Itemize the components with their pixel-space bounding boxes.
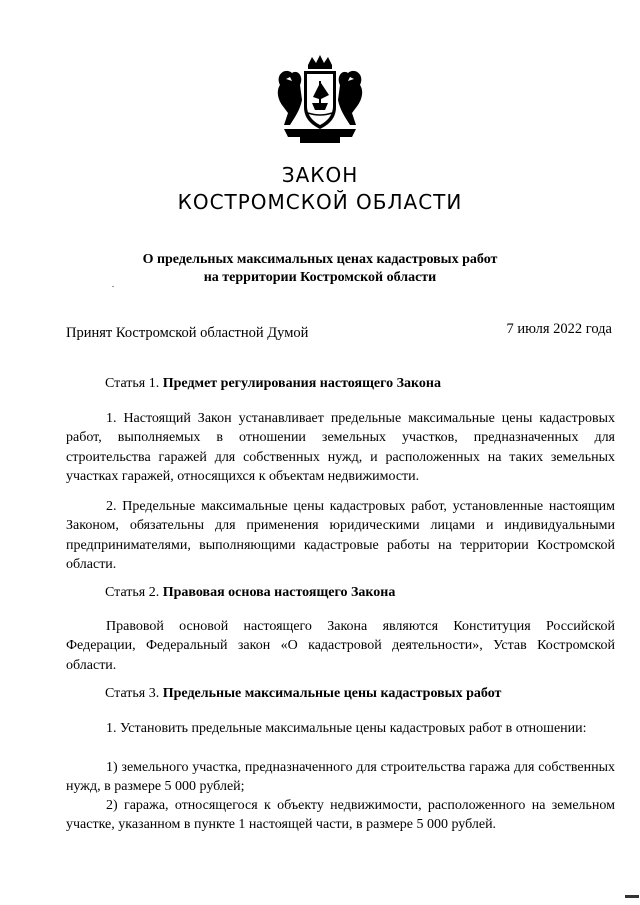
subtitle-line2: на территории Костромской области <box>203 270 437 285</box>
law-title-line1: ЗАКОН <box>281 163 359 187</box>
subtitle-line1: О предельных максимальных ценах кадастровых работ <box>142 252 498 267</box>
article-1-paragraph-1: 1. Настоящий Закон устанавливает предельные максимальные цены кадастровых работ, выполняемых в отношении земельных участков, предназначенных для строительства гаражей для собственных нужд, и расположенных на таких земельных участках гаражей, относящихся к объектам недвижимости. <box>66 411 615 484</box>
article-number: Статья 2. <box>105 585 160 600</box>
article-2-heading <box>105 585 395 601</box>
article-1-heading <box>105 376 441 392</box>
law-subtitle <box>0 251 640 287</box>
scan-artifact <box>625 895 639 898</box>
adoption-date: 7 июля 2022 года <box>506 321 612 337</box>
article-3-heading <box>105 686 501 702</box>
article-2-paragraph-1: Правовой основой настоящего Закона являются Конституция Российской Федерации, Федеральный закон «О кадастровой деятельности», Устав Костромской области. <box>66 619 615 673</box>
article-title: Предмет регулирования настоящего Закона <box>162 376 441 391</box>
article-number: Статья 1. <box>105 376 160 391</box>
article-number: Статья 3. <box>105 686 160 701</box>
coat-of-arms-emblem <box>270 55 370 145</box>
article-3-item-1: 1) земельного участка, предназначенного для строительства гаража для собственных нужд, в размере 5 000 рублей; <box>66 760 615 795</box>
law-title-line2: КОСТРОМСКОЙ ОБЛАСТИ <box>177 190 463 214</box>
scan-mark <box>112 286 114 287</box>
adopted-by: Принят Костромской областной Думой <box>66 325 309 341</box>
article-3-paragraph-1: 1. Установить предельные максимальные цены кадастровых работ в отношении: <box>106 721 587 736</box>
article-title: Предельные максимальные цены кадастровых работ <box>162 686 502 701</box>
article-1-paragraph-2: 2. Предельные максимальные цены кадастровых работ, установленные настоящим Законом, обязательны для применения юридическими лицами и индивидуальными предпринимателями, выполняющими кадастровые работы на территории Костромской области. <box>66 499 615 572</box>
article-title: Правовая основа настоящего Закона <box>162 585 396 600</box>
article-3-item-2: 2) гаража, относящегося к объекту недвижимости, расположенного на земельном участке, указанном в пункте 1 настоящей части, в размере 5 000 рублей. <box>66 798 615 833</box>
